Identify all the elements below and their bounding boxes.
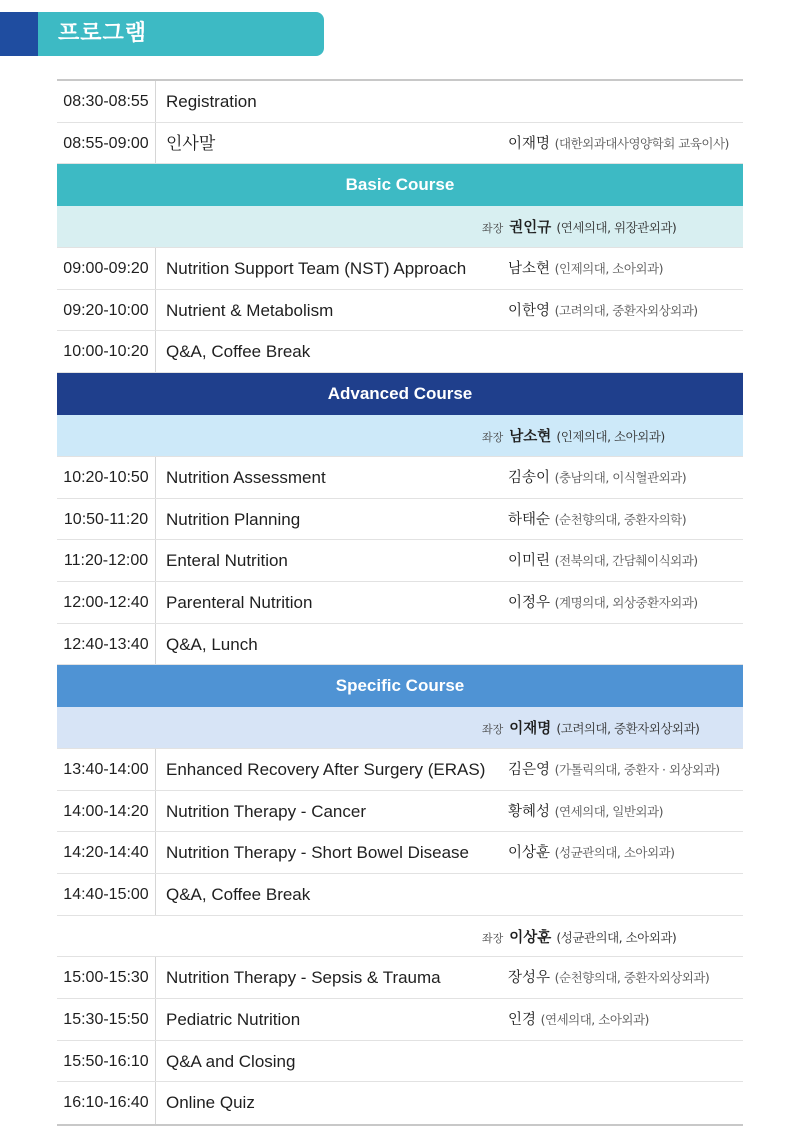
chair-affiliation: (인제의대, 소아외과) [556, 429, 665, 445]
speaker-affiliation: (가톨릭의대, 중환자 · 외상외과) [554, 761, 720, 777]
chair-row [57, 916, 743, 958]
chairperson [482, 206, 676, 249]
speaker-name: 장성우 [508, 970, 551, 987]
speaker-name: 이미린 [508, 553, 551, 570]
speaker-name: 인경 [508, 1012, 537, 1029]
session-title: Nutrition Therapy - Short Bowel Disease [166, 843, 469, 863]
chair-row [57, 707, 743, 749]
session-speaker [508, 499, 686, 541]
session-time: 16:10-16:40 [57, 1082, 156, 1124]
speaker-affiliation: (성균관의대, 소아외과) [554, 845, 675, 861]
speaker-affiliation: (연세의대, 일반외과) [554, 803, 663, 819]
session-title: Q&A, Coffee Break [166, 342, 311, 362]
schedule-row [57, 81, 743, 123]
session-speaker [508, 791, 663, 833]
session-time: 11:20-12:00 [57, 540, 156, 581]
speaker-name: 이상훈 [508, 845, 551, 862]
session-title: Q&A, Lunch [166, 634, 258, 654]
chair-name: 이재명 [509, 721, 552, 738]
chair-affiliation: (고려의대, 중환자외상외과) [556, 721, 700, 737]
speaker-name: 하태순 [508, 511, 551, 528]
session-time: 14:40-15:00 [57, 874, 156, 915]
course-section-header: Basic Course [57, 164, 743, 206]
chair-name: 이상훈 [509, 929, 552, 946]
chairperson [482, 916, 676, 959]
speaker-affiliation: (순천향의대, 중환자의학) [554, 511, 687, 527]
session-speaker [508, 123, 729, 165]
session-title: Enteral Nutrition [166, 551, 288, 571]
session-title: Nutrition Therapy - Sepsis & Trauma [166, 968, 441, 988]
course-section-header: Specific Course [57, 665, 743, 707]
session-time: 12:40-13:40 [57, 624, 156, 665]
speaker-affiliation: (인제의대, 소아외과) [554, 261, 663, 277]
session-time: 10:20-10:50 [57, 457, 156, 498]
schedule-row [57, 957, 743, 999]
speaker-affiliation: (대한외과대사영양학회 교육이사) [554, 135, 729, 151]
session-title: 인사말 [166, 133, 216, 153]
speaker-affiliation: (충남의대, 이식혈관외과) [554, 469, 687, 485]
schedule-row [57, 832, 743, 874]
schedule-row [57, 499, 743, 541]
session-time: 14:00-14:20 [57, 791, 156, 832]
session-title: Pediatric Nutrition [166, 1010, 301, 1030]
schedule-row [57, 999, 743, 1041]
session-speaker [508, 248, 663, 290]
session-title: Online Quiz [166, 1093, 255, 1113]
session-time: 14:20-14:40 [57, 832, 156, 873]
schedule-row [57, 331, 743, 373]
schedule-row [57, 540, 743, 582]
header-accent-block [0, 12, 38, 56]
session-title: Nutrition Assessment [166, 467, 326, 487]
schedule-row [57, 582, 743, 624]
chair-row [57, 206, 743, 248]
session-speaker [508, 582, 698, 624]
chair-name: 남소현 [509, 429, 552, 446]
session-title: Q&A and Closing [166, 1051, 296, 1071]
chair-row [57, 415, 743, 457]
session-title: Nutrition Therapy - Cancer [166, 801, 366, 821]
speaker-affiliation: (고려의대, 중환자외상외과) [554, 302, 698, 318]
session-title: Parenteral Nutrition [166, 592, 313, 612]
schedule-row [57, 1082, 743, 1124]
page-title: 프로그램 [38, 12, 324, 56]
session-title: Nutrition Planning [166, 509, 301, 529]
session-time: 15:50-16:10 [57, 1041, 156, 1082]
session-speaker [508, 457, 686, 499]
session-speaker [508, 957, 709, 999]
chair-label: 좌장 [482, 431, 504, 445]
session-time: 12:00-12:40 [57, 582, 156, 623]
schedule-row [57, 624, 743, 666]
session-time: 09:00-09:20 [57, 248, 156, 289]
session-title: Enhanced Recovery After Surgery (ERAS) [166, 759, 486, 779]
speaker-name: 이재명 [508, 135, 551, 152]
speaker-affiliation: (전북의대, 간담췌이식외과) [554, 553, 698, 569]
session-time: 15:00-15:30 [57, 957, 156, 998]
session-speaker [508, 540, 698, 582]
speaker-name: 김은영 [508, 761, 551, 778]
session-time: 10:50-11:20 [57, 499, 156, 540]
chair-affiliation: (성균관의대, 소아외과) [556, 929, 677, 945]
chairperson [482, 707, 699, 750]
speaker-name: 김송이 [508, 469, 551, 486]
session-time: 10:00-10:20 [57, 331, 156, 372]
chairperson [482, 415, 665, 458]
session-title: Nutrient & Metabolism [166, 300, 334, 320]
chair-label: 좌장 [482, 931, 504, 945]
schedule-row [57, 123, 743, 165]
session-time: 08:30-08:55 [57, 81, 156, 122]
session-title: Registration [166, 92, 257, 111]
schedule-row [57, 791, 743, 833]
session-title: Q&A, Coffee Break [166, 885, 311, 904]
schedule-row [57, 248, 743, 290]
schedule-row [57, 457, 743, 499]
speaker-name: 이정우 [508, 594, 551, 611]
schedule-row [57, 874, 743, 916]
session-speaker [508, 832, 675, 874]
schedule-row [57, 749, 743, 791]
speaker-affiliation: (순천향의대, 중환자외상외과) [554, 970, 710, 986]
session-time: 09:20-10:00 [57, 290, 156, 331]
session-title: Nutrition Support Team (NST) Approach [166, 259, 467, 279]
session-speaker [508, 290, 698, 332]
session-speaker [508, 999, 649, 1041]
speaker-name: 이한영 [508, 302, 551, 319]
chair-name: 권인규 [509, 220, 552, 237]
speaker-name: 황혜성 [508, 803, 551, 820]
session-time: 15:30-15:50 [57, 999, 156, 1040]
speaker-affiliation: (계명의대, 외상중환자외과) [554, 594, 698, 610]
session-time: 13:40-14:00 [57, 749, 156, 790]
session-speaker [508, 749, 720, 791]
course-section-header: Advanced Course [57, 373, 743, 415]
chair-affiliation: (연세의대, 위장관외과) [556, 220, 677, 236]
speaker-affiliation: (연세의대, 소아외과) [540, 1012, 649, 1028]
schedule-row [57, 290, 743, 332]
chair-label: 좌장 [482, 222, 504, 236]
session-time: 08:55-09:00 [57, 123, 156, 164]
speaker-name: 남소현 [508, 261, 551, 278]
program-header [0, 12, 324, 56]
chair-label: 좌장 [482, 723, 504, 737]
schedule-row [57, 1041, 743, 1083]
program-schedule-table [57, 79, 743, 1126]
